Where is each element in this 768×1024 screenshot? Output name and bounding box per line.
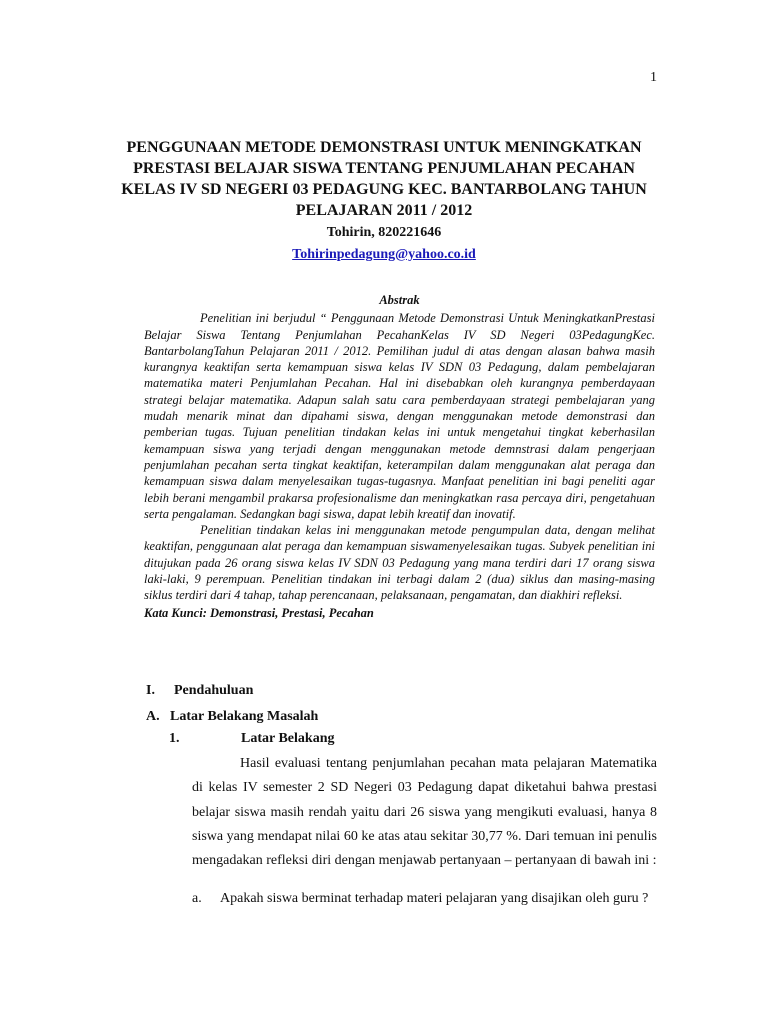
list-text: Apakah siswa berminat terhadap materi pelajaran yang disajikan oleh guru ?: [220, 891, 649, 906]
abstract-paragraph-1: Penelitian ini berjudul “ Penggunaan Metode Demonstrasi Untuk MeningkatkanPrestasi Belajar Siswa Tentang Penjumlahan PecahanKelas IV SD Negeri 03PedagungKec. BantarbolangTahun Pelajaran 2011 / 2012. Pemilihan judul di atas dengan alasan bahwa masih kurangnya keaktifan serta kemampuan siswa kelas IV SDN 03 Pedagung, dalam pembelajaran matematika materi Penjumlahan Pecahan. Hal ini disebabkan oleh kurangnya pemberdayaan strategi belajar matematika. Adapun salah satu cara pemberdayaan strategi pembelajaran yang mudah menarik minat dan dipahami siswa, dengan menggunakan metode demonstrasi dan pemberian tugas. Tujuan penelitian tindakan kelas ini untuk mengetahui tingkat keberhasilan kemampuan siswa yang terjadi dengan menggunakan metode demnstrasi dalam pengerjaan penjumlahan pecahan serta tingkat keaktifan, keterampilan dalam menggunakan alat peraga dan kemampuan siswa dalam menyelesaikan tugas-tugasnya. Manfaat penelitian ini bagi peneliti agar lebih berani mengambil prakarsa profesionalisme dan meningkatkan rasa percaya diri, pengetahuan serta pengalaman. Sedangkan bagi siswa, dapat lebih kreatif dan inovatif.: [144, 311, 655, 521]
section-heading-pendahuluan: [146, 683, 253, 699]
body-paragraph: Hasil evaluasi tentang penjumlahan pecahan mata pelajaran Matematika di kelas IV semester 2 SD Negeri 03 Pedagung dapat diketahui bahwa prestasi belajar siswa masih rendah yaitu dari 26 siswa yang mengikuti evaluasi, hanya 8 siswa yang mendapat nilai 60 ke atas atau sekitar 30,77 %. Dari temuan ini penulis mengadakan refleksi diri dengan menjawab pertanyaan – pertanyaan di bawah ini :: [192, 756, 657, 869]
section-number: I.: [146, 683, 155, 698]
paper-title: PENGGUNAAN METODE DEMONSTRASI UNTUK MENINGKATKAN PRESTASI BELAJAR SISWA TENTANG PENJUMLAHAN PECAHAN KELAS IV SD NEGERI 03 PEDAGUNG KEC. BANTARBOLANG TAHUN PELAJARAN 2011 / 2012: [121, 139, 647, 219]
title-block: [120, 137, 648, 265]
sub-subsection-number: 1.: [169, 731, 180, 746]
list-marker: a.: [192, 891, 202, 906]
sub-subsection-title: Latar Belakang: [241, 731, 335, 746]
section-title: Pendahuluan: [174, 683, 254, 698]
list-item: [192, 891, 648, 907]
subsection-number: A.: [146, 709, 160, 724]
sub-subsection-heading-latar-belakang: [169, 731, 334, 747]
subsection-heading-latar-belakang-masalah: [146, 709, 318, 725]
abstract-paragraph-2: Penelitian tindakan kelas ini menggunakan metode pengumpulan data, dengan melihat keaktifan, penggunaan alat peraga dan kemampuan siswamenyelesaikan tugas. Subyek penelitian ini ditujukan pada 26 orang siswa kelas IV SDN 03 Pedagung yang mana terdiri dari 17 orang siswa laki-laki, 9 perempuan. Penelitian tindakan ini terbagi dalam 2 (dua) siklus dan masing-masing siklus terdiri dari 4 tahap, tahap perencanaan, pelaksanaan, pengamatan, dan diakhiri refleksi.: [144, 523, 655, 603]
abstract-keywords: Kata Kunci: Demonstrasi, Prestasi, Pecahan: [144, 605, 374, 620]
subsection-title: Latar Belakang Masalah: [170, 709, 319, 724]
author-email-link[interactable]: Tohirinpedagung@yahoo.co.id: [292, 247, 476, 262]
page-number: 1: [650, 70, 657, 85]
abstract-section: [144, 292, 655, 621]
author-line: Tohirin, 820221646: [326, 225, 442, 240]
abstract-heading: Abstrak: [379, 293, 420, 307]
